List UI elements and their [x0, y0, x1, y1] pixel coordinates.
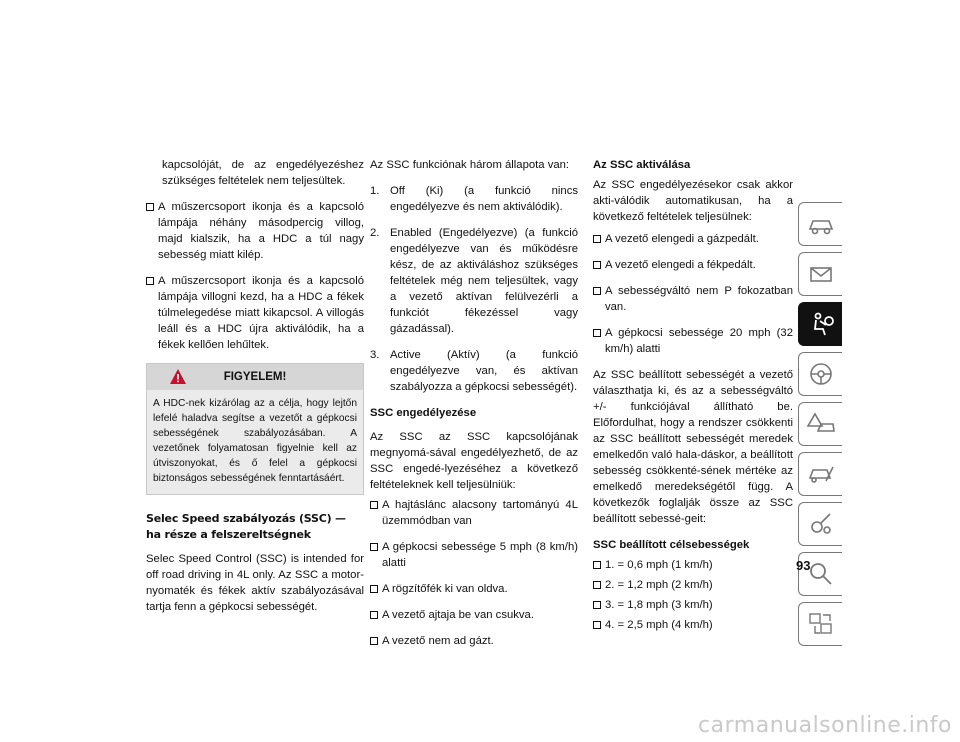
enable-text: Az SSC az SSC kapcsolójának megnyomá-sával engedélyezhető, de az SSC engedé-lyezéséhez a következő feltételeknek kell teljesülniük:: [370, 431, 578, 491]
subheading: Az SSC aktiválása: [593, 159, 691, 171]
mail-envelope-icon: [806, 259, 836, 289]
watermark: carmanualsonline.info: [698, 713, 952, 738]
warning-car-icon: [806, 409, 836, 439]
bullet-item: A sebességváltó nem P fokozatban van.: [593, 283, 793, 315]
chapter-tabs: [798, 202, 842, 652]
settings-paragraph: Az SSC beállított sebességét a vezető választhatja ki, és az a sebességváltó +/- funkciójával állítható be. Előfordulhat, hogy a rendszer csökkenti az SSC beállított sebességét meredek emelkedőn való hala-dáskor, a beállított sebesség csökkenté-sének mértéke az emelkedő meredekségétől függ. A következők foglalják össze az SSC beállított sebessé-geit:: [593, 369, 793, 525]
warning-text: A HDC-nek kizárólag az a célja, hogy lejtőn lefelé haladva segítse a vezetőt a gépkocsi sebességének szabályozásában. A vezetőnek folyamatosan figyelnie kell az útviszonyokat, és ő felel a gépkocsi biztonságos sebességének fenntartásáért.: [153, 398, 357, 484]
warning-title: FIGYELEM!: [223, 371, 287, 383]
section-text: Selec Speed Control (SSC) is intended for off road driving in 4L only. Az SSC a motor-nyomaték és fékek aktív szabályozásával tartja fenn a gépkocsi sebességét.: [146, 553, 364, 613]
bullet-item: A műszercsoport ikonja és a kapcsoló lámpája villogni kezd, ha a HDC a fékek túlmelegedése miatt kikapcsol. A villogás leáll és a HDC újra aktiválódik, ha a fékek kellően lehűltek.: [146, 273, 364, 353]
steering-wheel-icon: [806, 359, 836, 389]
item-text: Off (Ki) (a funkció nincs engedélyezve és nem aktiválódik).: [390, 185, 578, 213]
bullet-item: A vezető elengedi a gázpedált.: [593, 231, 793, 247]
airbag-seat-icon: [806, 309, 836, 339]
bullet-item: 1. = 0,6 mph (1 km/h): [593, 557, 793, 573]
tab-specifications[interactable]: [798, 502, 842, 546]
column-2: [370, 157, 578, 659]
tab-service[interactable]: [798, 452, 842, 496]
section-heading: Selec Speed szabályozás (SSC) — ha része a felszereltségnek: [146, 512, 346, 541]
bullet-item: A vezető nem ad gázt.: [370, 633, 578, 649]
bullet-item: 2. = 1,2 mph (2 km/h): [593, 577, 793, 593]
bullet-item: A hajtáslánc alacsony tartományú 4L üzemmódban van: [370, 497, 578, 529]
page-number: 93: [796, 558, 811, 573]
bullet-item: 3. = 1,8 mph (3 km/h): [593, 597, 793, 613]
tab-emergency[interactable]: [798, 402, 842, 446]
tab-languages[interactable]: [798, 602, 842, 646]
tab-safety[interactable]: [798, 302, 842, 346]
bullet-item: A vezető elengedi a fékpedált.: [593, 257, 793, 273]
subheading: SSC beállított célsebességek: [593, 539, 750, 551]
subheading: SSC engedélyezése: [370, 407, 477, 419]
states-intro: Az SSC funkciónak három állapota van:: [370, 159, 570, 171]
warning-header: [147, 364, 363, 390]
item-number: 2.: [370, 227, 380, 239]
warning-box: [146, 363, 364, 495]
numbered-item: [370, 347, 578, 395]
item-text: Active (Aktív) (a funkció engedélyezve van, és aktívan szabályozza a gépkocsi sebességét).: [390, 349, 578, 393]
activation-text: Az SSC engedélyezésekor csak akkor akti-válódik automatikusan, ha a következő feltételek teljesülnek:: [593, 179, 793, 223]
item-number: 1.: [370, 185, 380, 197]
bullet-item: A gépkocsi sebessége 20 mph (32 km/h) alatti: [593, 325, 793, 357]
tab-mail[interactable]: [798, 252, 842, 296]
bullet-item: A vezető ajtaja be van csukva.: [370, 607, 578, 623]
numbered-item: [370, 225, 578, 337]
bullet-item: A rögzítőfék ki van oldva.: [370, 581, 578, 597]
bullet-item: A műszercsoport ikonja és a kapcsoló lámpája néhány másodpercig villog, majd kialszik, ha a HDC a túl nagy sebesség miatt kilép.: [146, 199, 364, 263]
tab-dashboard[interactable]: [798, 202, 842, 246]
column-3: [593, 157, 793, 637]
continuation-text: kapcsolóját, de az engedélyezéshez szükséges feltételek nem teljesültek.: [162, 159, 364, 187]
column-1: [146, 157, 364, 625]
bullet-item: 4. = 2,5 mph (4 km/h): [593, 617, 793, 633]
item-text: Enabled (Engedélyezve) (a funkció engedélyezve van és működésre kész, de az aktiváláshoz szükséges feltételek még nem teljesültek, vagy a vezető aktívan felülvezérli a funkciót fékezéssel vagy gázadással).: [390, 227, 578, 335]
item-number: 3.: [370, 349, 380, 361]
language-icon: [806, 609, 836, 639]
car-service-icon: [806, 459, 836, 489]
bullet-item: A gépkocsi sebessége 5 mph (8 km/h) alatti: [370, 539, 578, 571]
tools-icon: [806, 509, 836, 539]
warning-triangle-icon: [169, 368, 187, 385]
numbered-item: [370, 183, 578, 215]
car-dashboard-icon: [806, 209, 836, 239]
tab-driving[interactable]: [798, 352, 842, 396]
